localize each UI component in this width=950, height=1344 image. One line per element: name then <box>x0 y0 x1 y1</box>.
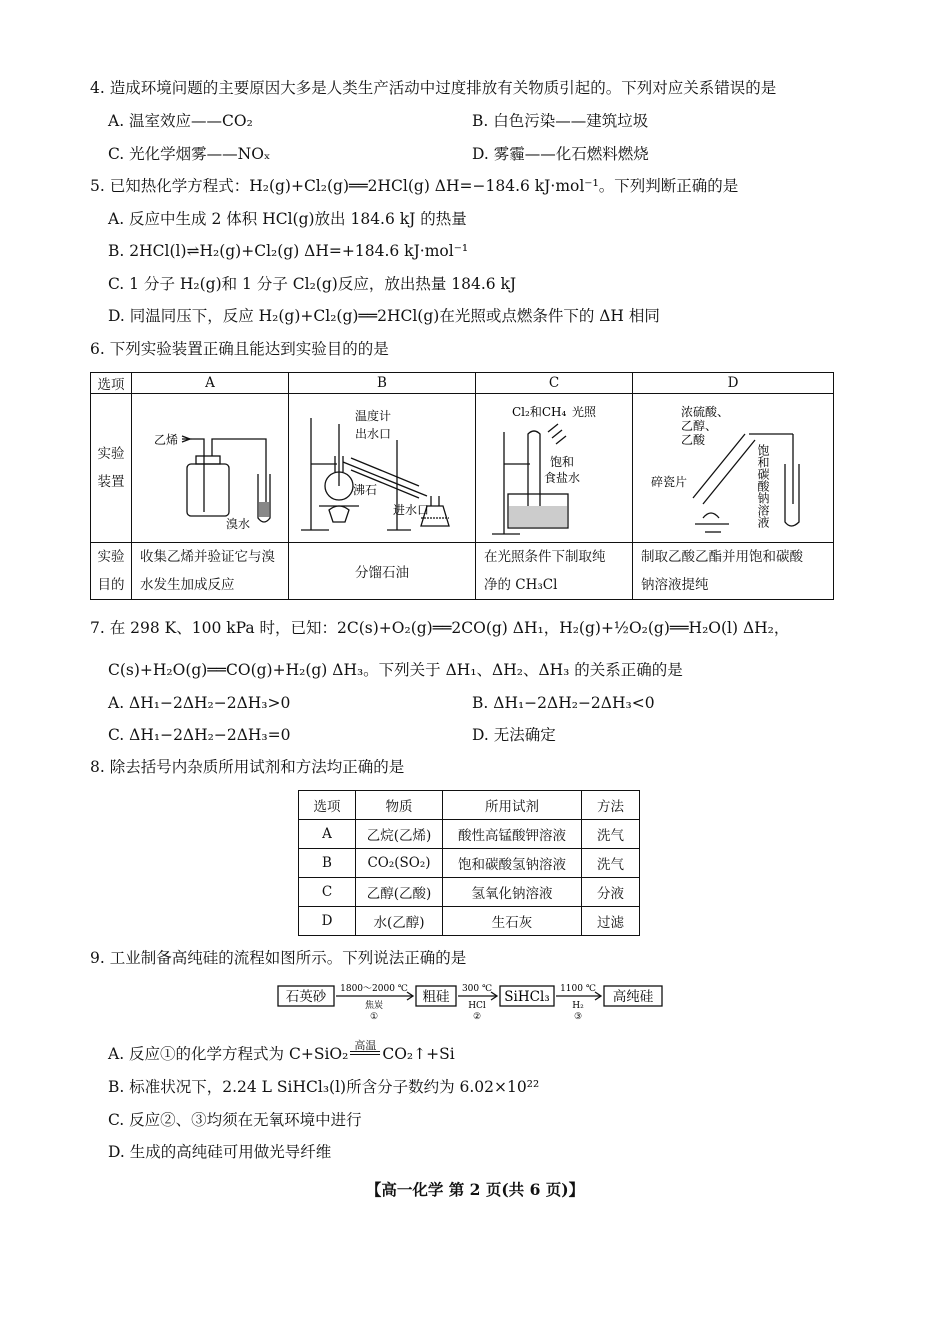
q5-stem: 5. 已知热化学方程式：H₂(g)+Cl₂(g)══2HCl(g) ΔH=−184.6 kJ·mol⁻¹。下列判断正确的是 <box>90 177 739 195</box>
q8-stem: 8. 除去括号内杂质所用试剂和方法均正确的是 <box>90 758 405 776</box>
q6-apparatus-a <box>132 394 289 543</box>
q6-header-cell: 选项 <box>91 373 132 394</box>
q6-table <box>90 372 834 600</box>
table-row <box>299 907 640 936</box>
flow-box-pure-silicon: 高纯硅 <box>612 989 654 1005</box>
q7-option-c: C. ΔH₁−2ΔH₂−2ΔH₃=0 <box>108 726 291 744</box>
q8-cell: 生石灰 <box>443 907 582 936</box>
flow-box-sihcl3: SiHCl₃ <box>504 989 550 1005</box>
q9-a-left: A. 反应①的化学方程式为 C+SiO₂ <box>108 1045 349 1063</box>
q4-option-a: A. 温室效应——CO₂ <box>108 112 253 130</box>
q8-cell: 乙醇(乙酸) <box>356 878 443 907</box>
q6-purpose-b: 分馏石油 <box>289 543 476 600</box>
q6-apparatus-label <box>91 394 132 543</box>
q9-a-right: CO₂↑+Si <box>382 1045 455 1063</box>
q7-line2: C(s)+H₂O(g)══CO(g)+H₂(g) ΔH₃。下列关于 ΔH₁、ΔH₂、ΔH₃ 的关系正确的是 <box>108 661 683 679</box>
q6-purpose-label <box>91 543 132 600</box>
purpose-line: 收集乙烯并验证它与溴 <box>140 549 275 565</box>
table-row <box>299 878 640 907</box>
q4-option-c: C. 光化学烟雾——NOₓ <box>108 145 271 163</box>
q9-stem: 9. 工业制备高纯硅的流程如图所示。下列说法正确的是 <box>90 949 467 967</box>
label-bromine-water: 溴水 <box>226 517 251 531</box>
flow-arrow2-condition: 300 ℃ <box>461 984 493 994</box>
q8-cell: 氢氧化钠溶液 <box>443 878 582 907</box>
q8-cell: 洗气 <box>582 820 640 849</box>
q8-cell: 水(乙醇) <box>356 907 443 936</box>
q6-apparatus-c <box>476 394 633 543</box>
purpose-line: 在光照条件下制取纯 <box>484 549 606 565</box>
label-line: 实验 <box>97 446 125 462</box>
q9-option-d: D. 生成的高纯硅可用做光导纤维 <box>108 1143 332 1161</box>
q8-cell: CO₂(SO₂) <box>356 849 443 878</box>
purpose-line: 水发生加成反应 <box>140 577 235 593</box>
flow-arrow1-number: ① <box>369 1012 379 1022</box>
label-water-outlet: 出水口 <box>355 427 392 441</box>
q6-purpose-a <box>132 543 289 600</box>
q6-header-row <box>91 373 834 394</box>
label-sulfuric-acid: 浓硫酸、 <box>681 405 730 419</box>
q6-header-cell: D <box>633 373 834 394</box>
table-row <box>299 849 640 878</box>
flow-arrow1-reagent: 焦炭 <box>364 1001 384 1011</box>
flow-arrow1-condition: 1800～2000 ℃ <box>340 984 408 994</box>
q5-option-a: A. 反应中生成 2 体积 HCl(g)放出 184.6 kJ 的热量 <box>108 210 467 228</box>
table-row <box>299 820 640 849</box>
label-saturated: 饱和 <box>550 455 575 469</box>
label-line: 实验 <box>97 549 125 565</box>
q8-table <box>298 790 640 936</box>
q8-header-row <box>299 791 640 820</box>
q5-option-c: C. 1 分子 H₂(g)和 1 分子 Cl₂(g)反应，放出热量 184.6 kJ <box>108 275 517 293</box>
q8-cell: B <box>299 849 356 878</box>
q6-header-cell: A <box>132 373 289 394</box>
q6-apparatus-d <box>633 394 834 543</box>
flow-arrow2-reagent: HCl <box>468 1001 486 1011</box>
q6-apparatus-b <box>289 394 476 543</box>
flow-arrow3-condition: 1100 ℃ <box>560 984 596 994</box>
distillation-apparatus-diagram <box>289 394 475 538</box>
q4-stem: 4. 造成环境问题的主要原因大多是人类生产活动中过度排放有关物质引起的。下列对应关系错误的是 <box>90 79 777 97</box>
q6-purpose-row <box>91 543 834 600</box>
flow-box-quartz-sand: 石英砂 <box>285 989 327 1005</box>
q9-process-flow <box>274 976 666 1026</box>
q4-option-b: B. 白色污染——建筑垃圾 <box>472 112 649 130</box>
label-thermometer: 温度计 <box>355 409 392 423</box>
q6-header-cell: C <box>476 373 633 394</box>
label-line: 目的 <box>97 577 125 593</box>
q8-cell: 乙烷(乙烯) <box>356 820 443 849</box>
label-ethanol: 乙醇、 <box>681 419 718 433</box>
label-light: 光照 <box>572 405 597 419</box>
q9-option-c: C. 反应②、③均须在无氧环境中进行 <box>108 1111 362 1129</box>
flow-arrow3-reagent: H₂ <box>572 1001 584 1011</box>
q7-option-d: D. 无法确定 <box>472 726 556 744</box>
q8-cell: D <box>299 907 356 936</box>
q7-option-a: A. ΔH₁−2ΔH₂−2ΔH₃>0 <box>108 694 291 712</box>
label-boiling-chips: 沸石 <box>353 483 378 497</box>
label-broken-porcelain: 碎瓷片 <box>651 475 688 489</box>
q8-cell: 分液 <box>582 878 640 907</box>
q9-option-a <box>108 1039 455 1064</box>
label-acetic-acid: 乙酸 <box>681 433 706 447</box>
page-footer: 【高一化学 第 2 页(共 6 页)】 <box>365 1180 585 1199</box>
q9-a-condition-arrow <box>348 1039 382 1064</box>
q8-cell: 饱和碳酸氢钠溶液 <box>443 849 582 878</box>
q8-header-cell: 物质 <box>356 791 443 820</box>
q8-cell: 过滤 <box>582 907 640 936</box>
flow-arrow2-number: ② <box>472 1012 482 1022</box>
label-water-inlet: 进水口 <box>393 503 430 517</box>
q8-header-cell: 选项 <box>299 791 356 820</box>
q9-option-b: B. 标准状况下，2.24 L SiHCl₃(l)所含分子数约为 6.02×10²² <box>108 1078 540 1096</box>
label-ethylene: 乙烯 <box>154 433 179 447</box>
q4-option-d: D. 雾霾——化石燃料燃烧 <box>472 145 649 163</box>
q5-option-d: D. 同温同压下，反应 H₂(g)+Cl₂(g)══2HCl(g)在光照或点燃条件下的 ΔH 相同 <box>108 307 660 325</box>
q8-cell: C <box>299 878 356 907</box>
label-brine: 食盐水 <box>544 471 581 485</box>
photochemical-reaction-apparatus-diagram <box>476 394 632 538</box>
gas-collection-apparatus-diagram <box>132 394 288 538</box>
q5-option-b: B. 2HCl(l)⇌H₂(g)+Cl₂(g) ΔH=+184.6 kJ·mol⁻¹ <box>108 242 469 260</box>
q8-cell: 酸性高锰酸钾溶液 <box>443 820 582 849</box>
q7-line1: 7. 在 298 K、100 kPa 时，已知：2C(s)+O₂(g)══2CO(g) ΔH₁，H₂(g)+½O₂(g)══H₂O(l) ΔH₂， <box>90 619 790 637</box>
q6-stem: 6. 下列实验装置正确且能达到实验目的的是 <box>90 340 389 358</box>
label-cl2-ch4: Cl₂和CH₄ <box>512 405 567 419</box>
purpose-line: 钠溶液提纯 <box>641 577 709 593</box>
flow-arrow3-number: ③ <box>573 1012 583 1022</box>
q8-header-cell: 方法 <box>582 791 640 820</box>
q8-header-cell: 所用试剂 <box>443 791 582 820</box>
ester-preparation-apparatus-diagram <box>633 394 833 538</box>
label-line: 装置 <box>97 474 125 490</box>
q8-cell: A <box>299 820 356 849</box>
purpose-line: 制取乙酸乙酯并用饱和碳酸 <box>641 549 803 565</box>
q9-a-condition: 高温 <box>354 1039 377 1052</box>
q8-cell: 洗气 <box>582 849 640 878</box>
q7-option-b: B. ΔH₁−2ΔH₂−2ΔH₃<0 <box>472 694 655 712</box>
purpose-line: 净的 CH₃Cl <box>484 577 558 593</box>
q6-purpose-d <box>633 543 834 600</box>
q6-header-cell: B <box>289 373 476 394</box>
q6-purpose-c <box>476 543 633 600</box>
q6-apparatus-row <box>91 394 834 543</box>
label-saturated-sodium-carbonate: 饱和碳酸钠溶液 <box>756 444 770 528</box>
flow-box-crude-silicon: 粗硅 <box>422 989 450 1005</box>
